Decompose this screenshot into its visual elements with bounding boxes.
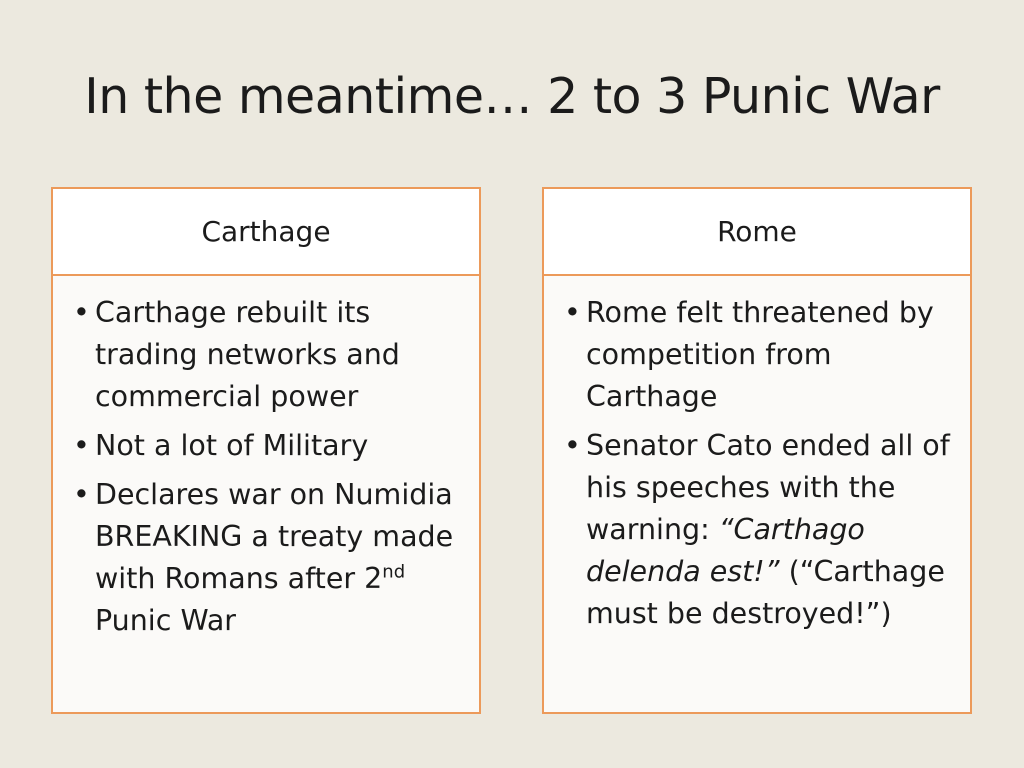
bullet-icon: • [73,429,90,462]
slide-title: In the meantime… 2 to 3 Punic War [84,68,940,125]
carthage-column [51,187,481,714]
rome-column-header: Rome [544,189,970,276]
list-item [564,425,962,635]
bullet-icon: • [564,296,581,329]
bullet-text-end: Punic War [95,604,236,637]
bullet-text: Senator Cato ended all of his speeches with the warning: [586,429,950,546]
bullet-text-end: (“Carthage must be destroyed!”) [586,555,945,630]
rome-bullet-list [544,276,970,635]
list-item [73,474,471,642]
carthage-column-header: Carthage [53,189,479,276]
bullet-icon: • [73,296,90,329]
bullet-text: Not a lot of Military [95,429,369,462]
list-item [73,425,471,467]
bullet-text: Rome felt threatened by competition from Carthage [586,296,934,413]
ordinal-suffix: nd [382,561,406,583]
carthage-bullet-list [53,276,479,642]
latin-quote: “Carthago delenda est!” [586,513,865,588]
rome-column [542,187,972,714]
list-item [73,292,471,418]
bullet-icon: • [564,429,581,462]
bullet-text: Declares war on Numidia BREAKING a treaty made with Romans after 2 [95,478,454,595]
bullet-icon: • [73,478,90,511]
bullet-text: Carthage rebuilt its trading networks and commercial power [95,296,400,413]
list-item [564,292,962,418]
